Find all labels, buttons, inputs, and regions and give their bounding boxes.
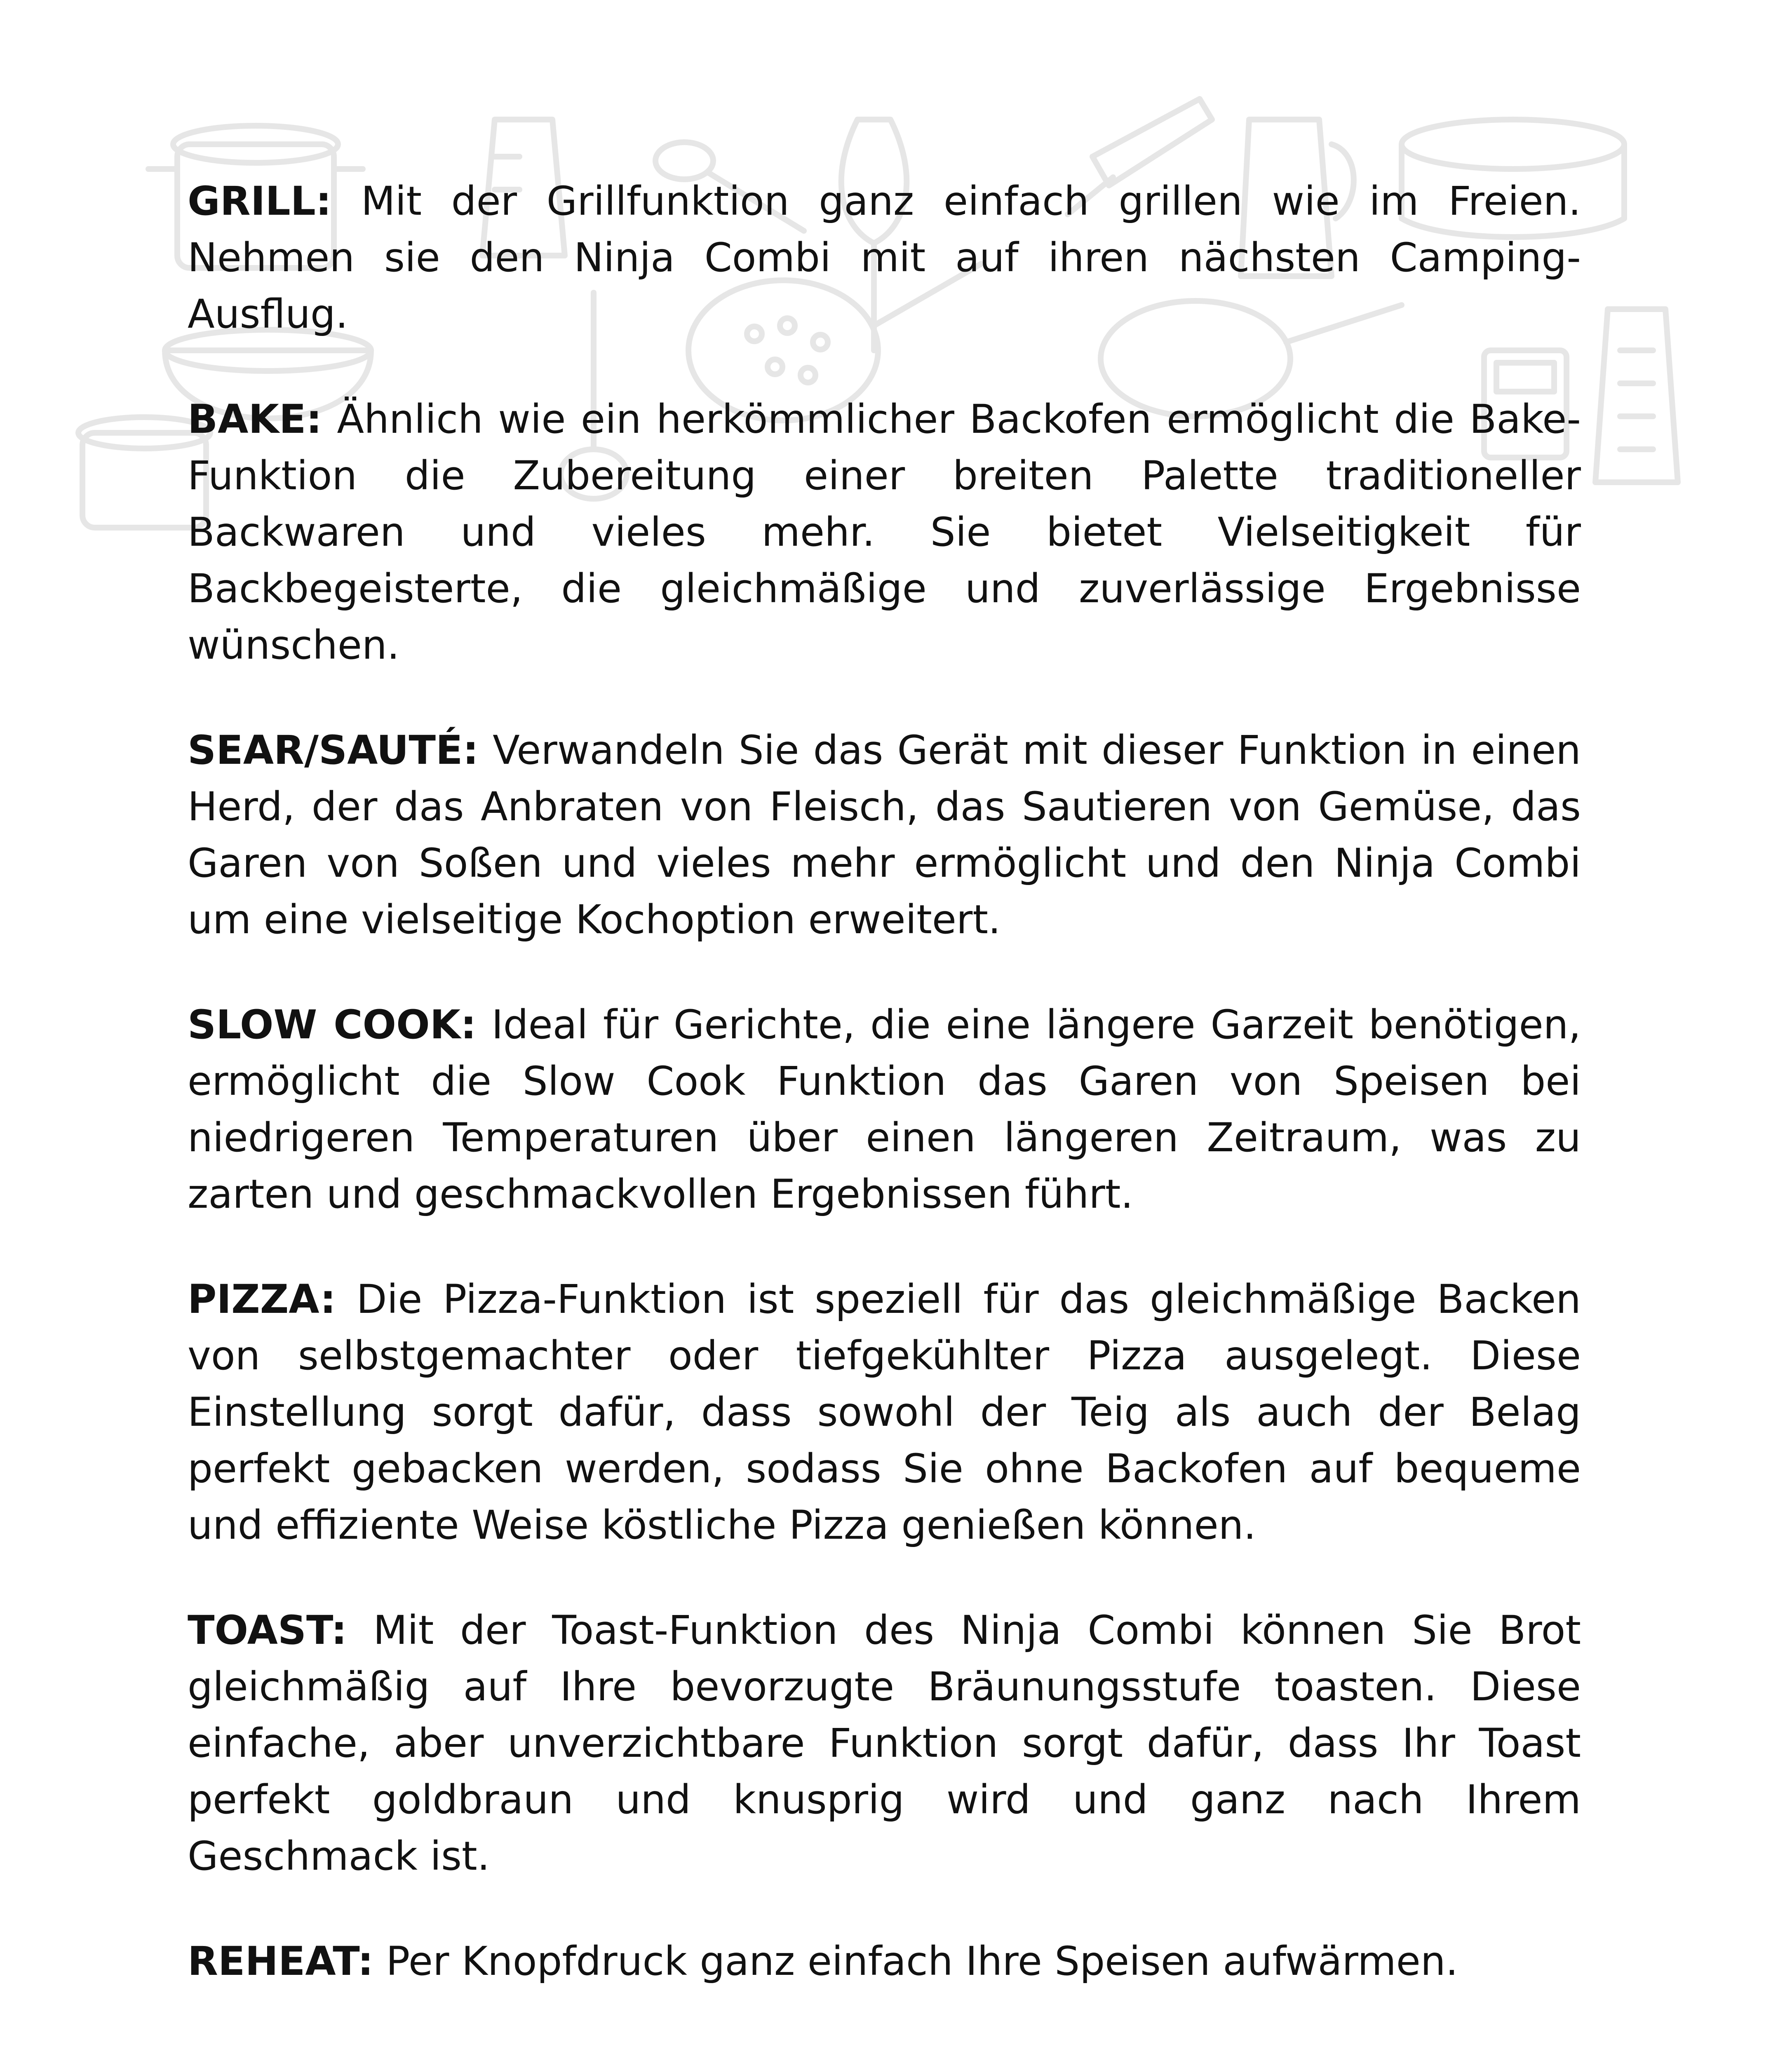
entry-term: SLOW COOK: — [188, 1002, 477, 1048]
entry-grill — [188, 173, 1581, 343]
entry-bake — [188, 391, 1581, 674]
entry-text: Mit der Grillfunktion ganz einfach grillen wie im Freien. Nehmen sie den Ninja Combi mit auf ihren nächsten Camping-Ausflug. — [188, 178, 1581, 337]
entry-pizza — [188, 1271, 1581, 1554]
entry-reheat — [188, 1933, 1581, 1990]
entry-sear-saute — [188, 722, 1581, 948]
entry-text: Per Knopfdruck ganz einfach Ihre Speisen aufwärmen. — [386, 1938, 1458, 1984]
entry-term: TOAST: — [188, 1607, 347, 1653]
entry-text: Verwandeln Sie das Gerät mit dieser Funktion in einen Herd, der das Anbraten von Fleisch, das Sautieren von Gemüse, das Garen von Soßen und vieles mehr ermöglicht und den Ninja Combi um eine vielseitige Kochoption erweitert. — [188, 727, 1581, 943]
entry-text: Die Pizza-Funktion ist speziell für das gleichmäßige Backen von selbstgemachter oder tiefgekühlter Pizza ausgelegt. Diese Einstellung sorgt dafür, dass sowohl der Teig als auch der Belag perfekt gebacken werden, sodass Sie ohne Backofen auf bequeme und effiziente Weise köstliche Pizza genießen können. — [188, 1276, 1581, 1548]
entry-slow-cook — [188, 997, 1581, 1223]
entry-text: Ähnlich wie ein herkömmlicher Backofen ermöglicht die Bake-Funktion die Zubereitung einer breiten Palette traditioneller Backwaren und vieles mehr. Sie bietet Vielseitigkeit für Backbegeisterte, die gleichmäßige und zuverlässige Ergebnisse wünschen. — [188, 396, 1581, 668]
entry-term: SEAR/SAUTÉ: — [188, 727, 479, 773]
entry-term: BAKE: — [188, 396, 322, 442]
function-descriptions — [188, 173, 1581, 2038]
entry-term: GRILL: — [188, 178, 332, 224]
entry-text: Mit der Toast-Funktion des Ninja Combi können Sie Brot gleichmäßig auf Ihre bevorzugte Bräunungsstufe toasten. Diese einfache, aber unverzichtbare Funktion sorgt dafür, dass Ihr Toast perfekt goldbraun und knusprig wird und ganz nach Ihrem Geschmack ist. — [188, 1607, 1581, 1879]
entry-term: REHEAT: — [188, 1938, 373, 1984]
grater-icon — [1595, 309, 1678, 482]
entry-toast — [188, 1602, 1581, 1885]
entry-term: PIZZA: — [188, 1276, 336, 1322]
entry-text: Ideal für Gerichte, die eine längere Garzeit benötigen, ermöglicht die Slow Cook Funktion das Garen von Speisen bei niedrigeren Temperaturen über einen längeren Zeitraum, was zu zarten und geschmackvollen Ergebnissen führt. — [188, 1002, 1581, 1217]
